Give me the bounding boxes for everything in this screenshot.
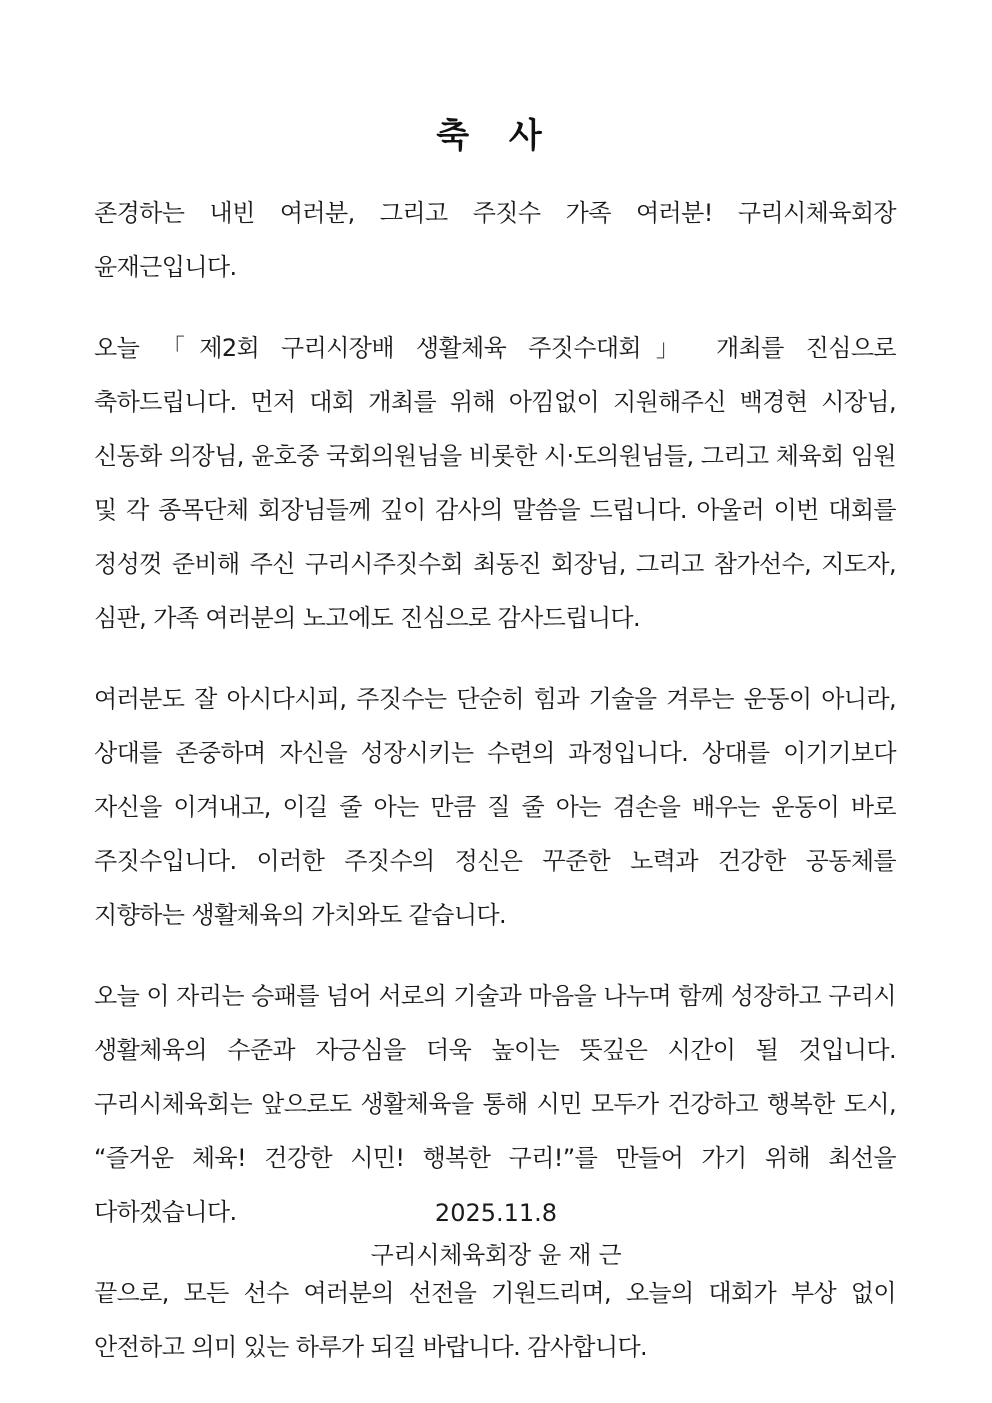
document-date: 2025.11.8	[434, 1199, 558, 1227]
document-signature: 구리시체육회장 윤 재 근	[370, 1241, 622, 1269]
paragraph-thanks: 오늘 「제2회 구리시장배 생활체육 주짓수대회」 개최를 진심으로 축하드립니다. 먼저 대회 개최를 위해 아낌없이 지원해주신 백경현 시장님, 신동화 의장님, 윤호중 국회의원님을 비롯한 시·도의원님들, 그리고 체육회 임원 및 각 종목단체 회장님들께 깊이 감사의 말씀을 드립니다. 아울러 이번 대회를 정성껏 준비해 주신 구리시주짓수회 최동진 회장님, 그리고 참가선수, 지도자, 심판, 가족 여러분의 노고에도 진심으로 감사드립니다.	[94, 334, 896, 632]
document-title: 축 사	[436, 116, 556, 156]
paragraph-jiujitsu-spirit: 여러분도 잘 아시다시피, 주짓수는 단순히 힘과 기술을 겨루는 운동이 아니라, 상대를 존중하며 자신을 성장시키는 수련의 과정입니다. 상대를 이기기보다 자신을 이겨내고, 이길 줄 아는 만큼 질 줄 아는 겸손을 배우는 운동이 바로 주짓수입니다. 이러한 주짓수의 정신은 꾸준한 노력과 건강한 공동체를 지향하는 생활체육의 가치와도 같습니다.	[94, 685, 896, 929]
paragraph-greeting: 존경하는 내빈 여러분, 그리고 주짓수 가족 여러분! 구리시체육회장 윤재근입니다.	[94, 199, 896, 281]
paragraph-closing: 끝으로, 모든 선수 여러분의 선전을 기원드리며, 오늘의 대회가 부상 없이 안전하고 의미 있는 하루가 되길 바랍니다. 감사합니다.	[94, 1279, 896, 1361]
paragraph-vision: 오늘 이 자리는 승패를 넘어 서로의 기술과 마음을 나누며 함께 성장하고 구리시 생활체육의 수준과 자긍심을 더욱 높이는 뜻깊은 시간이 될 것입니다. 구리시체육회는 앞으로도 생활체육을 통해 시민 모두가 건강하고 행복한 도시, “즐거운 체육! 건강한 시민! 행복한 구리!”를 만들어 가기 위해 최선을 다하겠습니다.	[94, 982, 896, 1226]
